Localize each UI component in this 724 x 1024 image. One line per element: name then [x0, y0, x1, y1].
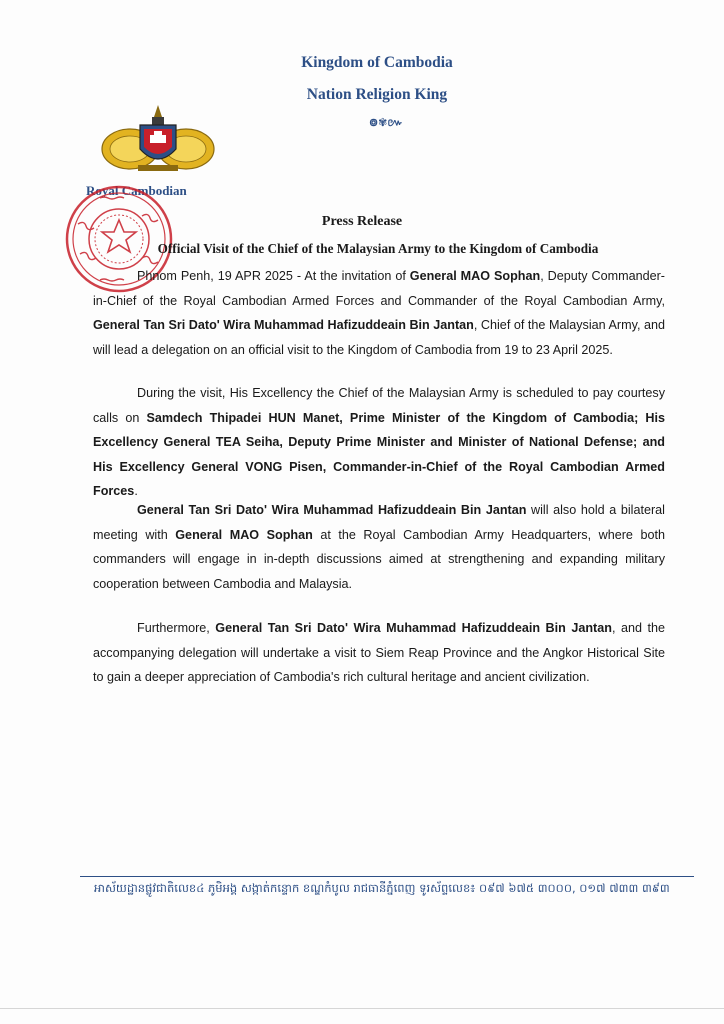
- p1-guest-name: General Tan Sri Dato' Wira Muhammad Hafizuddeain Bin Jantan: [93, 318, 474, 332]
- press-release-title: Press Release: [321, 214, 403, 229]
- motto-ornament: ៙✾៚: [369, 116, 403, 129]
- paragraph-1: [93, 264, 665, 362]
- footer-divider: [80, 876, 694, 877]
- paragraph-4: [93, 616, 665, 690]
- p1-text-e: , Chief of the Malaysian Army, and will lead a delegation on an official visit to the Kingdom of Cambodia from 19 to 23 April 2025.: [93, 318, 665, 357]
- p1-text-c: , Deputy Commander-in-Chief of the Royal Cambodian Armed Forces and Commander of the Royal Cambodian Army,: [93, 269, 665, 308]
- p2-officials: Samdech Thipadei HUN Manet, Prime Minister of the Kingdom of Cambodia; His Excellency General TEA Seiha, Deputy Prime Minister and Minister of National Defense; and His Excellency General VONG Pisen, Commander-in-Chief of the Royal Cambodian Armed Forces: [93, 410, 665, 498]
- paragraph-3: [93, 498, 665, 596]
- press-release-subtitle: Official Visit of the Chief of the Malaysian Army to the Kingdom of Cambodia: [157, 241, 599, 256]
- kingdom-heading: Kingdom of Cambodia: [301, 54, 453, 71]
- footer-address: អាស័យដ្ឋានផ្លូវជាតិលេខ៤ ភូមិអង្គ សង្កាត់កន្ទោក ខណ្ឌកំបូល រាជធានីភ្នំពេញ ទូរស័ព្ទលេខ៖ ០៩៧ ៦៧៥ ៣០០០, ០១៧ ៧៣៣ ៣៩៣: [94, 881, 670, 895]
- p3-host-name: General MAO Sophan: [175, 527, 313, 542]
- motto-heading: Nation Religion King: [306, 86, 448, 103]
- p4-guest-name: General Tan Sri Dato' Wira Muhammad Hafizuddeain Bin Jantan: [215, 621, 612, 635]
- p3-guest-name: General Tan Sri Dato' Wira Muhammad Hafizuddeain Bin Jantan: [137, 503, 527, 517]
- p2-text-a: During the visit, His Excellency the Chief of the Malaysian Army is scheduled to pay courtesy calls on: [93, 386, 665, 425]
- p4-text-a: Furthermore,: [137, 621, 216, 635]
- p3-text-d: at the Royal Cambodian Army Headquarters, where both commanders will engage in in-depth discussions aimed at strengthening and expanding military cooperation between Cambodia and Malaysia.: [93, 527, 665, 591]
- p1-host-name: General MAO Sophan: [409, 269, 541, 283]
- page-edge: [0, 1008, 724, 1009]
- unit-name: Royal Cambodian: [86, 183, 187, 198]
- p3-text-b: will also hold a bilateral meeting with: [93, 503, 665, 542]
- paragraph-2: [93, 381, 665, 504]
- p4-text-c: , and the accompanying delegation will undertake a visit to Siem Reap Province and the Angkor Historical Site to gain a deeper appreciation of Cambodia's rich cultural heritage and ancient civilization.: [93, 621, 665, 684]
- p1-text-a: Phnom Penh, 19 APR 2025 - At the invitation of: [137, 269, 410, 283]
- army-emblem-icon: [100, 103, 216, 183]
- p2-text-c: .: [134, 484, 138, 498]
